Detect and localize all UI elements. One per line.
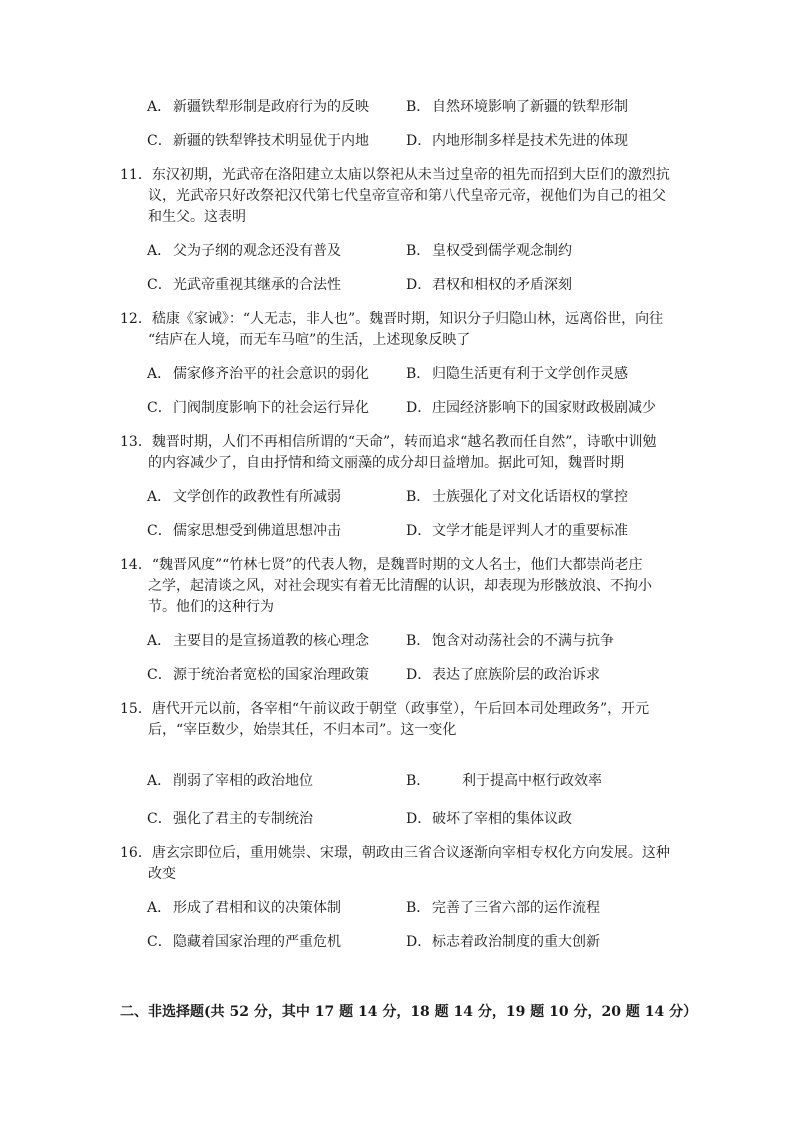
q10-option-b[interactable]: B． 自然环境影响了新疆的铁犁形制	[406, 99, 628, 115]
q15-stem: 15．唐代开元以前，各宰相“午前议政于朝堂（政事堂），午后回本司处理政务”，开元 后，“宰臣数少，始崇其任，不归本司”。这一变化	[120, 701, 650, 738]
q16-option-b[interactable]: B． 完善了三省六部的运作流程	[406, 900, 600, 916]
q11-option-d[interactable]: D．君权和相权的矛盾深刻	[406, 277, 572, 293]
q16-options-row-1	[147, 898, 667, 918]
q16-number: 16．	[120, 845, 152, 861]
q15-options-row-2	[147, 809, 667, 829]
q12-number: 12．	[120, 311, 152, 327]
q14-option-a[interactable]: A． 主要目的是宣扬道教的核心理念	[147, 633, 369, 649]
q16-option-d[interactable]: D．标志着政治制度的重大创新	[406, 934, 600, 950]
q10-options-row-2	[147, 131, 667, 151]
q15-options-row-1	[147, 771, 667, 791]
q12-options-row-2	[147, 398, 667, 418]
q10-option-a[interactable]: A． 新疆铁犁形制是政府行为的反映	[147, 99, 369, 115]
q13-number: 13．	[120, 434, 152, 450]
q12-option-c[interactable]: C．门阀制度影响下的社会运行异化	[147, 400, 369, 416]
q14-option-b[interactable]: B． 饱含对动荡社会的不满与抗争	[406, 633, 614, 649]
q12-option-b[interactable]: B． 归隐生活更有利于文学创作灵感	[406, 366, 628, 382]
q14-option-d[interactable]: D．表达了庶族阶层的政治诉求	[406, 667, 600, 683]
q10-options-row-1	[147, 97, 667, 117]
q15-option-c[interactable]: C．强化了君主的专制统治	[147, 811, 313, 827]
q16-options-row-2	[147, 932, 667, 952]
q10-option-c[interactable]: C．新疆的铁犁铧技术明显优于内地	[147, 133, 369, 149]
q16-option-a[interactable]: A． 形成了君相和议的决策体制	[147, 900, 341, 916]
q12-options-row-1	[147, 364, 667, 384]
q11-number: 11．	[120, 167, 152, 183]
q13-option-d[interactable]: D．文学才能是评判人才的重要标准	[406, 523, 628, 539]
q11-options-row-1	[147, 241, 667, 261]
q12-stem: 12．嵇康《家诫》：“人无志，非人也”。魏晋时期，知识分子归隐山林，远离俗世，向往 “结庐在人境，而无车马喧”的生活，上述现象反映了	[120, 311, 664, 348]
q11-option-b[interactable]: B． 皇权受到儒学观念制约	[406, 243, 572, 259]
q15-option-b[interactable]: B． 利于提高中枢行政效率	[406, 773, 602, 789]
q13-option-b[interactable]: B． 士族强化了对文化话语权的掌控	[406, 489, 628, 505]
q13-stem: 13．魏晋时期，人们不再相信所谓的“天命”，转而追求“越名教而任自然”，诗歌中训勉 的内容减少了，自由抒情和绮文丽藻的成分却日益增加。据此可知，魏晋时期	[120, 434, 657, 471]
q11-option-a[interactable]: A． 父为子纲的观念还没有普及	[147, 243, 341, 259]
q16-option-c[interactable]: C．隐藏着国家治理的严重危机	[147, 934, 341, 950]
q10-option-d[interactable]: D．内地形制多样是技术先进的体现	[406, 133, 628, 149]
q14-number: 14．	[120, 557, 152, 573]
q11-stem: 11．东汉初期，光武帝在洛阳建立太庙以祭祀从未当过皇帝的祖先而招到大臣们的激烈抗 议，光武帝只好改祭祀汉代第七代皇帝宣帝和第八代皇帝元帝，视他们为自己的祖父 和生父。这表明	[120, 167, 670, 225]
q14-options-row-2	[147, 665, 667, 685]
q13-options-row-2	[147, 521, 667, 541]
q13-options-row-1	[147, 487, 667, 507]
q15-number: 15．	[120, 701, 152, 717]
q12-option-d[interactable]: D．庄园经济影响下的国家财政极剧减少	[406, 400, 656, 416]
q14-options-row-1	[147, 631, 667, 651]
q15-option-d[interactable]: D．破坏了宰相的集体议政	[406, 811, 572, 827]
q13-option-c[interactable]: C．儒家思想受到佛道思想冲击	[147, 523, 341, 539]
q16-stem: 16．唐玄宗即位后，重用姚崇、宋璟，朝政由三省合议逐渐向宰相专权化方向发展。这种 改变	[120, 845, 670, 882]
q11-option-c[interactable]: C．光武帝重视其继承的合法性	[147, 277, 341, 293]
q15-option-a[interactable]: A． 削弱了宰相的政治地位	[147, 773, 313, 789]
q11-options-row-2	[147, 275, 667, 295]
q14-stem: 14．“魏晋风度”“竹林七贤”的代表人物，是魏晋时期的文人名士，他们大都崇尚老庄 之学，起清谈之风，对社会现实有着无比清醒的认识，却表现为形骸放浪、不拘小 节。他们的这种行为	[120, 557, 652, 615]
q12-option-a[interactable]: A． 儒家修齐治平的社会意识的弱化	[147, 366, 369, 382]
q13-option-a[interactable]: A． 文学创作的政教性有所减弱	[147, 489, 341, 505]
q14-option-c[interactable]: C．源于统治者宽松的国家治理政策	[147, 667, 369, 683]
section-2-heading: 二、非选择题(共 52 分，其中 17 题 14 分，18 题 14 分，19 题 10 分，20 题 14 分）	[120, 1004, 698, 1020]
